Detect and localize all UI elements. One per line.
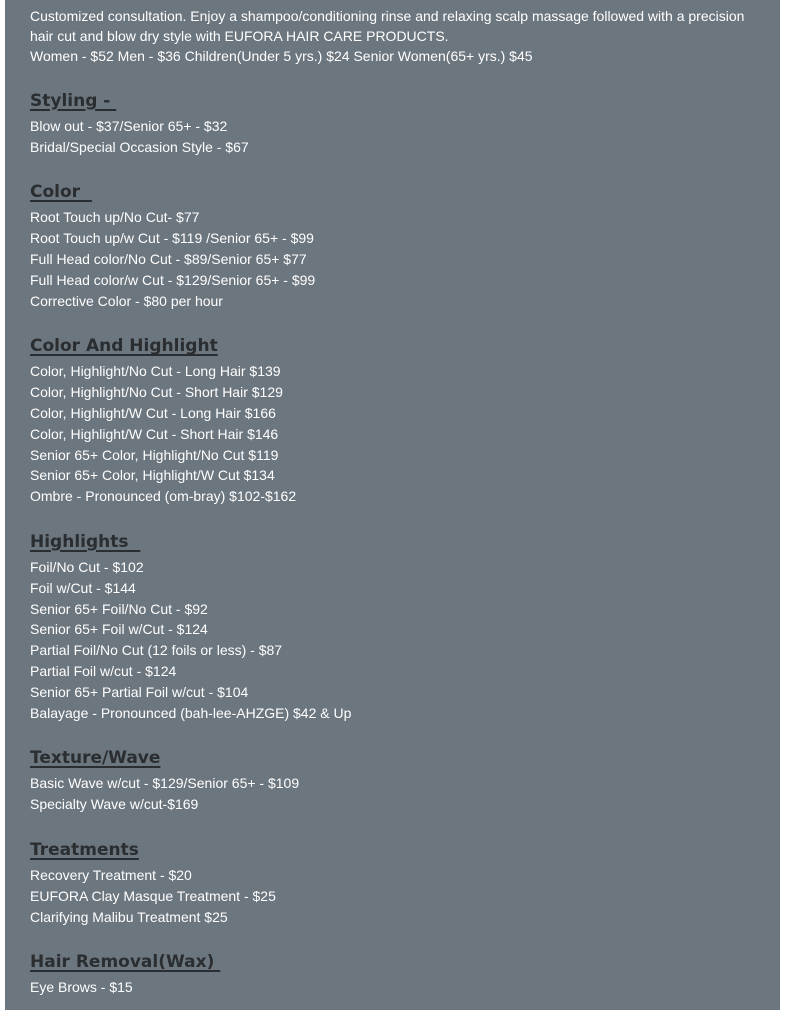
- section-heading-hair-removal: Hair Removal(Wax): [30, 952, 221, 973]
- haircut-description: Customized consultation. Enjoy a shampoo/conditioning rinse and relaxing scalp massage followed with a precision hair cut and blow dry style with EUFORA HAIR CARE PRODUCTS.: [30, 8, 745, 44]
- price-item: Full Head color/w Cut - $129/Senior 65+ - $99: [30, 271, 316, 288]
- price-item: Color, Highlight/No Cut - Short Hair $129: [30, 384, 283, 401]
- price-item: Balayage - Pronounced (bah-lee-AHZGE) $42 & Up: [30, 704, 352, 721]
- price-item: Senior 65+ Color, Highlight/W Cut $134: [30, 467, 275, 484]
- price-item: Senior 65+ Partial Foil w/cut - $104: [30, 683, 249, 700]
- price-item: Clarifying Malibu Treatment $25: [30, 908, 228, 925]
- price-item: Eye Brows - $15: [30, 979, 133, 996]
- price-item: Partial Foil/No Cut (12 foils or less) - $87: [30, 642, 283, 659]
- price-item: Color, Highlight/W Cut - Short Hair $146: [30, 425, 279, 442]
- price-item: Bridal/Special Occasion Style - $67: [30, 138, 249, 155]
- price-item: Partial Foil w/cut - $124: [30, 662, 177, 679]
- section-heading-texture-wave: Texture/Wave: [30, 748, 161, 769]
- section-hair-removal: [30, 951, 760, 998]
- price-item: Basic Wave w/cut - $129/Senior 65+ - $109: [30, 775, 300, 792]
- section-treatments: [30, 839, 760, 927]
- price-item: Color, Highlight/No Cut - Long Hair $139: [30, 363, 281, 380]
- section-heading-color-and-highlight: Color And Highlight: [30, 336, 218, 357]
- section-heading-highlights: Highlights: [30, 531, 141, 552]
- price-item: Senior 65+ Color, Highlight/No Cut $119: [30, 446, 279, 463]
- price-item: Specialty Wave w/cut-$169: [30, 796, 199, 813]
- price-item: EUFORA Clay Masque Treatment - $25: [30, 887, 276, 904]
- services-content: [30, 6, 760, 998]
- price-item: Senior 65+ Foil/No Cut - $92: [30, 600, 208, 617]
- price-item: Blow out - $37/Senior 65+ - $32: [30, 117, 228, 134]
- section-color: [30, 181, 760, 311]
- services-panel: [5, 0, 780, 1010]
- section-highlights: [30, 531, 760, 723]
- haircut-prices: Women - $52 Men - $36 Children(Under 5 yrs.) $24 Senior Women(65+ yrs.) $45: [30, 48, 533, 64]
- price-item: Corrective Color - $80 per hour: [30, 292, 223, 309]
- price-item: Foil/No Cut - $102: [30, 558, 144, 575]
- section-color-and-highlight: [30, 335, 760, 507]
- section-heading-treatments: Treatments: [30, 839, 139, 860]
- section-texture-wave: [30, 747, 760, 815]
- price-item: Ombre - Pronounced (om-bray) $102-$162: [30, 488, 297, 505]
- section-heading-color: Color: [30, 182, 92, 203]
- section-heading-styling: Styling -: [30, 90, 117, 111]
- price-item: Full Head color/No Cut - $89/Senior 65+ $77: [30, 250, 307, 267]
- price-item: Foil w/Cut - $144: [30, 579, 136, 596]
- price-item: Senior 65+ Foil w/Cut - $124: [30, 621, 208, 638]
- price-item: Color, Highlight/W Cut - Long Hair $166: [30, 404, 276, 421]
- price-item: Root Touch up/No Cut- $77: [30, 209, 200, 226]
- price-item: Root Touch up/w Cut - $119 /Senior 65+ - $99: [30, 230, 314, 247]
- price-item: Recovery Treatment - $20: [30, 866, 192, 883]
- section-styling: [30, 90, 760, 158]
